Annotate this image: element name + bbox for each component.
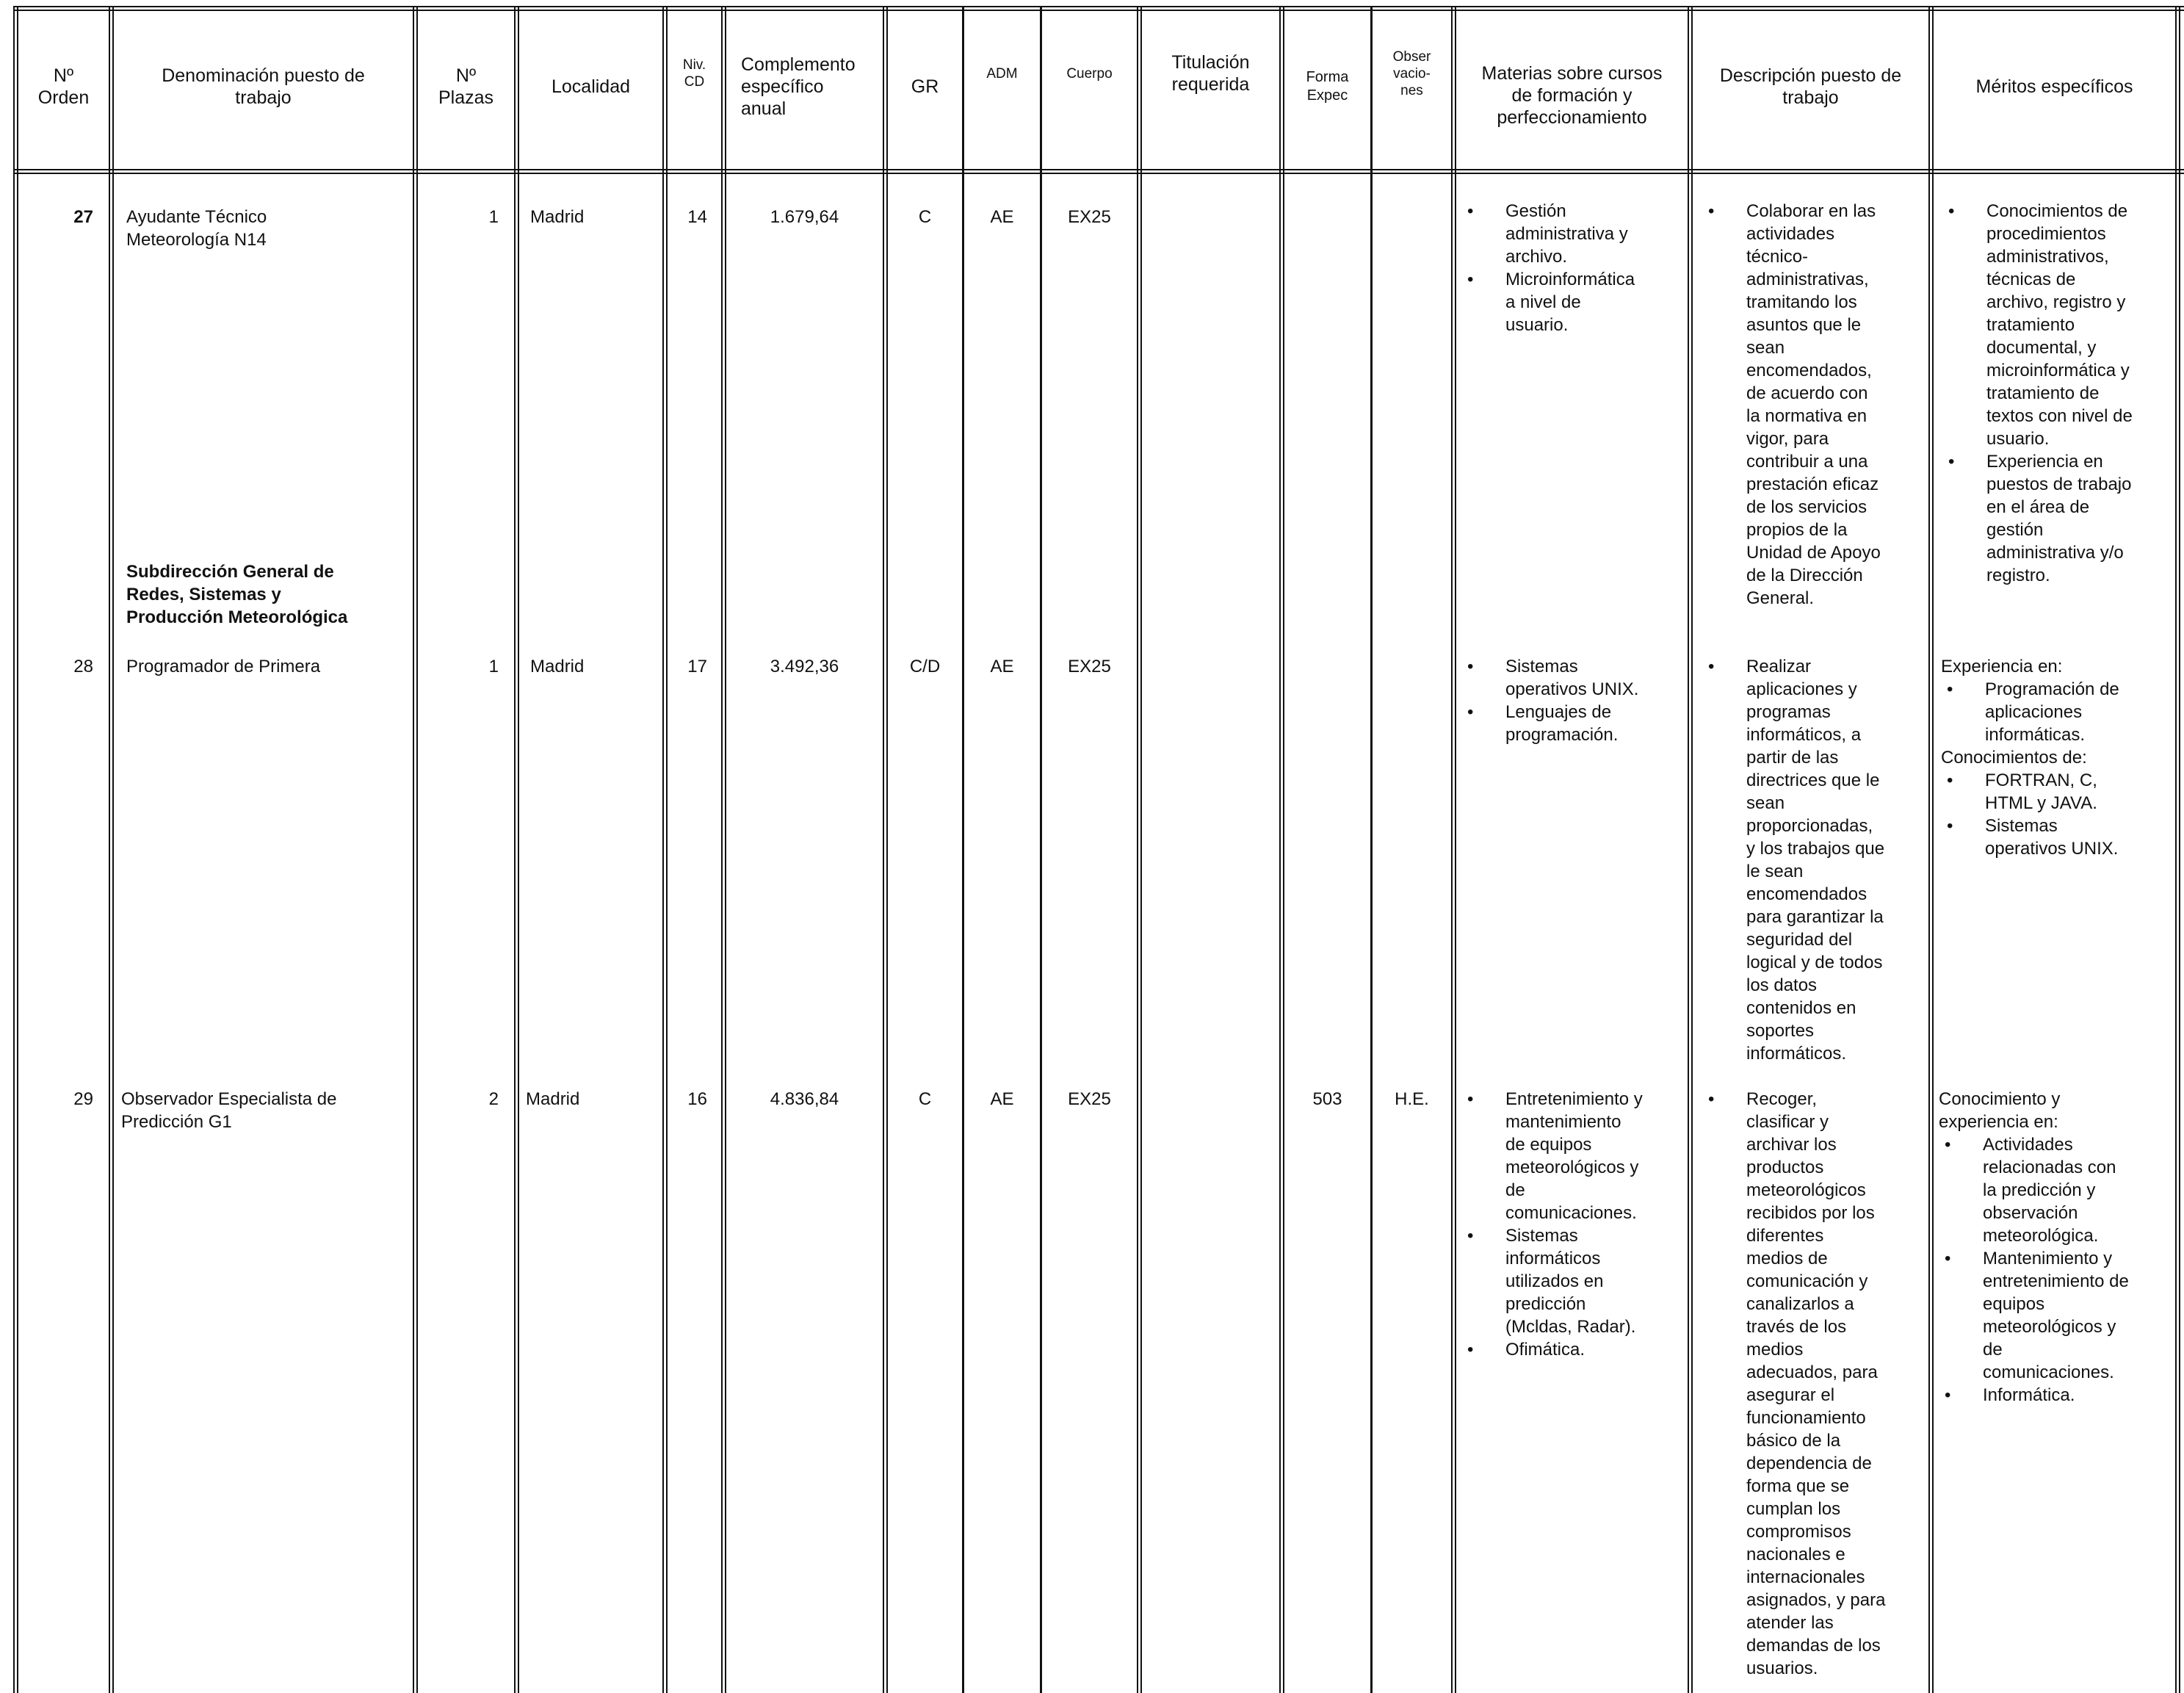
table-border-right (2175, 6, 2180, 1693)
list-item: • Gestión administrativa y archivo. (1461, 200, 1682, 268)
header-materias: Materias sobre cursos de formación y perfeccionamiento (1481, 63, 1663, 128)
header-adm: ADM (986, 65, 1018, 82)
list-item: • Recoger, clasificar y archivar los productos meteorológicos recibidos por los diferentes medios de comunicación y canalizarlos a través de los medios adecuados, para asegurar el funcionamiento básico de la dependencia de forma que se cumplan los compromisos nacionales e internacionales asignados, y para atender las demandas de los usuarios. (1702, 1088, 1923, 1680)
row-28-cuerpo: EX25 (1068, 657, 1111, 676)
header-forma: Forma Expec (1306, 69, 1349, 104)
col-divider (1279, 6, 1284, 1693)
row-27-materias (1461, 200, 1682, 336)
header-descripcion: Descripción puesto de trabajo (1719, 65, 1902, 108)
list-item: • Experiencia en puestos de trabajo en el área de gestión administrativa y/o registro. (1942, 450, 2174, 587)
list-item: • Informática. (1939, 1384, 2172, 1407)
row-28-meritos-intro2: Conocimientos de: (1941, 748, 2087, 768)
list-item: • Sistemas operativos UNIX. (1461, 655, 1682, 701)
row-27-denominacion: Ayudante Técnico Meteorología N14 (126, 207, 267, 250)
row-29-gr: C (918, 1089, 932, 1109)
row-28-localidad: Madrid (530, 657, 585, 676)
row-29-nivel: 16 (687, 1089, 707, 1109)
row-29-orden: 29 (73, 1089, 93, 1109)
row-27-complemento: 1.679,64 (770, 207, 839, 227)
list-item: • Sistemas operativos UNIX. (1941, 815, 2172, 860)
table-top-border (13, 6, 2184, 11)
header-complemento: Complemento específico anual (741, 54, 856, 119)
list-item: • Programación de aplicaciones informáticas. (1941, 678, 2172, 746)
table-border-left (13, 6, 18, 1693)
col-divider (413, 6, 418, 1693)
row-29-meritos-intro1: Conocimiento y experiencia en: (1939, 1089, 2061, 1132)
row-28-adm: AE (990, 657, 1014, 676)
header-bottom-border (13, 169, 2184, 174)
col-divider (662, 6, 668, 1693)
list-item: • Colaborar en las actividades técnico- administrativas, tramitando los asuntos que le sean encomendados, de acuerdo con la normativa en vigor, para contribuir a una prestación eficaz de los servicios propios de la Unidad de Apoyo de la Dirección General. (1702, 200, 1923, 610)
section-heading: Subdirección General de Redes, Sistemas y Producción Meteorológica (126, 562, 348, 627)
row-28-descripcion (1702, 655, 1923, 1065)
row-29-descripcion (1702, 1088, 1923, 1680)
list-item: • Sistemas informáticos utilizados en predicción (Mcldas, Radar). (1461, 1224, 1682, 1338)
row-27-gr: C (918, 207, 932, 227)
row-29-complemento: 4.836,84 (770, 1089, 839, 1109)
header-orden: Nº Orden (37, 65, 90, 108)
header-observaciones: Obser vacio- nes (1392, 48, 1431, 98)
row-29-observaciones: H.E. (1395, 1089, 1429, 1109)
col-divider (883, 6, 888, 1693)
col-divider (109, 6, 114, 1693)
header-cuerpo: Cuerpo (1066, 65, 1113, 82)
row-27-cuerpo: EX25 (1068, 207, 1111, 227)
list-item: • Microinformática a nivel de usuario. (1461, 268, 1682, 336)
row-27-adm: AE (990, 207, 1014, 227)
row-28-meritos-list1 (1941, 678, 2172, 746)
row-29-forma: 503 (1312, 1089, 1342, 1109)
row-28-plazas: 1 (488, 657, 499, 676)
row-27-descripcion (1702, 200, 1923, 610)
row-28-gr: C/D (909, 657, 941, 676)
list-item: • Mantenimiento y entretenimiento de equipos meteorológicos y de comunicaciones. (1939, 1247, 2172, 1384)
list-item: • Ofimática. (1461, 1338, 1682, 1361)
list-item: • Actividades relacionadas con la predicción y observación meteorológica. (1939, 1133, 2172, 1247)
col-divider (1451, 6, 1456, 1693)
row-27-nivel: 14 (687, 207, 707, 227)
header-denominacion: Denominación puesto de trabajo (162, 65, 365, 108)
col-divider (721, 6, 726, 1693)
row-29-localidad: Madrid (526, 1089, 580, 1109)
col-divider (962, 6, 964, 1693)
row-29-meritos-list1 (1939, 1133, 2172, 1407)
col-divider (514, 6, 519, 1693)
list-item: • FORTRAN, C, HTML y JAVA. (1941, 769, 2172, 815)
row-29-denominacion: Observador Especialista de Predicción G1 (121, 1089, 337, 1132)
row-27-meritos (1942, 200, 2174, 587)
row-28-nivel: 17 (687, 657, 707, 676)
row-27-localidad: Madrid (530, 207, 585, 227)
list-item: • Conocimientos de procedimientos administrativos, técnicas de archivo, registro y tratamiento documental, y microinformática y tratamiento de textos con nivel de usuario. (1942, 200, 2174, 450)
row-28-materias (1461, 655, 1682, 746)
list-item: • Realizar aplicaciones y programas informáticos, a partir de las directrices que le sean proporcionadas, y los trabajos que le sean encomendados para garantizar la seguridad del logical y de todos los datos contenidos en soportes informáticos. (1702, 655, 1923, 1065)
header-nivel: Niv. CD (682, 57, 706, 90)
header-plazas: Nº Plazas (438, 65, 494, 108)
row-29-plazas: 2 (488, 1089, 499, 1109)
col-divider (1137, 6, 1142, 1693)
row-29-materias (1461, 1088, 1682, 1361)
col-divider (1928, 6, 1934, 1693)
list-item: • Entretenimiento y mantenimiento de equipos meteorológicos y de comunicaciones. (1461, 1088, 1682, 1224)
row-29-adm: AE (990, 1089, 1014, 1109)
col-divider (1370, 6, 1373, 1693)
row-29-cuerpo: EX25 (1068, 1089, 1111, 1109)
row-28-meritos-intro1: Experiencia en: (1941, 657, 2063, 676)
list-item: • Lenguajes de programación. (1461, 701, 1682, 746)
header-gr: GR (911, 76, 939, 97)
header-localidad: Localidad (551, 76, 631, 97)
header-titulacion: Titulación requerida (1171, 52, 1250, 95)
col-divider (1040, 6, 1042, 1693)
row-28-denominacion: Programador de Primera (126, 657, 321, 676)
row-28-complemento: 3.492,36 (770, 657, 839, 676)
row-28-orden: 28 (73, 657, 93, 676)
header-meritos: Méritos específicos (1975, 76, 2133, 97)
row-28-meritos-list2 (1941, 769, 2172, 860)
col-divider (1688, 6, 1693, 1693)
row-27-orden: 27 (73, 207, 93, 227)
row-27-plazas: 1 (488, 207, 499, 227)
